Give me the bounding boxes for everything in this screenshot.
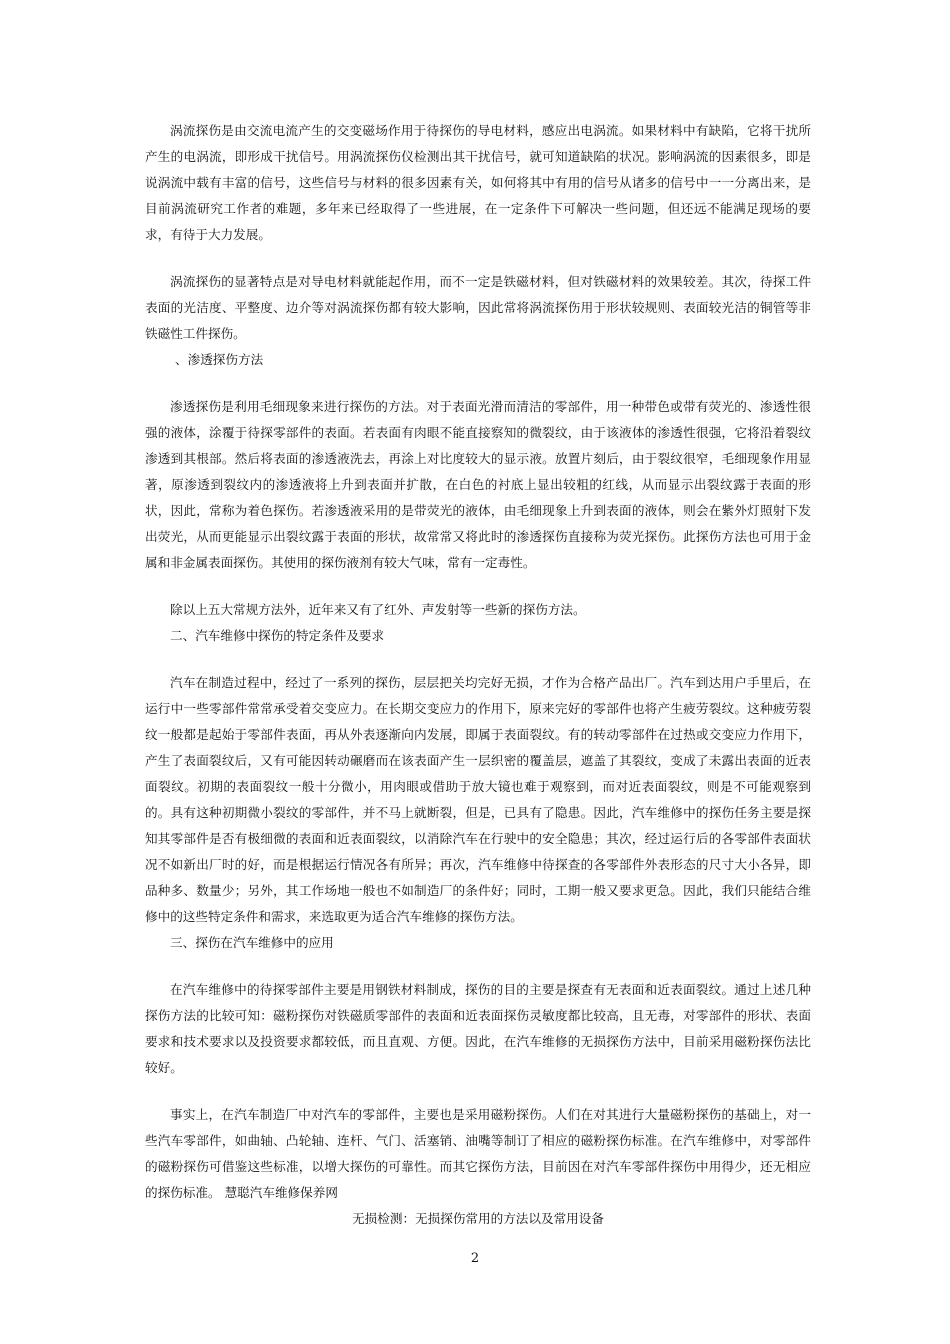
page-number: 2 xyxy=(470,1251,480,1266)
paragraph-magnetic-standards: 事实上，在汽车制造厂中对汽车的零部件，主要也是采用磁粉探伤。人们在对其进行大量磁粉探伤的基础上，对一些汽车零部件，如曲轴、凸轮轴、连杆、气门、活塞销、油嘴等制订了相应的磁粉探伤标准。在汽车维修中，对零部件的磁粉探伤可借鉴这些标准，以增大探伤的可靠性。而其它探伤方法，目前因在对汽车零部件探伤中用得少，还无相应的探伤标准。 慧聪汽车维修保养网 xyxy=(145,1107,811,1200)
section-heading-2: 二、汽车维修中探伤的特定条件及要求 xyxy=(170,628,385,643)
document-body xyxy=(145,118,811,1232)
paragraph-eddy-current-features: 涡流探伤的显著特点是对导电材料就能起作用，而不一定是铁磁材料，但对铁磁材料的效果较差。其次，待探工件表面的光洁度、平整度、边介等对涡流探伤都有较大影响，因此常将涡流探伤用于形状较规则、表面较光洁的铜管等非铁磁性工件探伤。 xyxy=(145,274,811,341)
paragraph-penetrant-method: 渗透探伤是利用毛细现象来进行探伤的方法。对于表面光滑而清洁的零部件，用一种带色或带有荧光的、渗透性很强的液体，涂覆于待探零部件的表面。若表面有肉眼不能直接察知的微裂纹，由于该液体的渗透性很强，它将沿着裂纹渗透到其根部。然后将表面的渗透液洗去，再涂上对比度较大的显示液。放置片刻后，由于裂纹很窄，毛细现象作用显著，原渗透到裂纹内的渗透液将上升到表面并扩散，在白色的衬底上显出较粗的红线，从而显示出裂纹露于表面的形状，因此，常称为着色探伤。若渗透液采用的是带荧光的液体，由毛细现象上升到表面的液体，则会在紫外灯照射下发出荧光，从而更能显示出裂纹露于表面的形状，故常常又将此时的渗透探伤直接称为荧光探伤。此探伤方法也可用于金属和非金属表面探伤。其使用的探伤液剂有较大气味，常有一定毒性。 xyxy=(145,399,811,570)
paragraph-eddy-current-principle: 涡流探伤是由交流电流产生的交变磁场作用于待探伤的导电材料，感应出电涡流。如果材料中有缺陷，它将干扰所产生的电涡流，即形成干扰信号。用涡流探伤仪检测出其干扰信号，就可知道缺陷的状况。影响涡流的因素很多，即是说涡流中载有丰富的信号，这些信号与材料的很多因素有关，如何将其中有用的信号从诸多的信号中一一分离出来，是目前涡流研究工作者的难题，多年来已经取得了一些进展，在一定条件下可解决一些问题，但还远不能满足现场的要求，有待于大力发展。 xyxy=(145,123,811,242)
paragraph-new-methods: 除以上五大常规方法外，近年来又有了红外、声发射等一些新的探伤方法。 xyxy=(170,602,586,617)
paragraph-application: 在汽车维修中的待探零部件主要是用钢铁材料制成，探伤的目的主要是探查有无表面和近表面裂纹。通过上述几种探伤方法的比较可知：磁粉探伤对铁磁质零部件的表面和近表面探伤灵敏度都比较高，且无毒，对零部件的形状、表面要求和技术要求以及投资要求都较低，而且直观、方便。因此，在汽车维修的无损探伤方法中，目前采用磁粉探伤法比较好。 xyxy=(145,982,811,1075)
paragraph-repair-conditions: 汽车在制造过程中，经过了一系列的探伤，层层把关均完好无损，才作为合格产品出厂。汽车到达用户手里后，在运行中一些零部件常常承受着交变应力。在长期交变应力的作用下，原来完好的零部件也将产生疲劳裂纹。这种疲劳裂纹一般都是起始于零部件表面，再从外表逐渐向内发展，即属于表面裂纹。有的转动零部件在过热或交变应力作用下，产生了表面裂纹后，又有可能因转动碾磨而在该表面产生一层织密的覆盖层，遮盖了其裂纹，变成了未露出表面的近表面裂纹。初期的表面裂纹一般十分微小，用肉眼或借助于放大镜也难于观察到，而对近表面裂纹，则是不可能观察到的。具有这种初期微小裂纹的零部件，并不马上就断裂，但是，已具有了隐患。因此，汽车维修中的探伤任务主要是探知其零部件是否有极细微的表面和近表面裂纹，以消除汽车在行驶中的安全隐患；其次，经过运行后的各零部件表面状况不如新出厂时的好，而是根据运行情况各有所异；再次，汽车维修中待探查的各零部件外表形态的尺寸大小各异，即品种多、数量少；另外，其工作场地一般也不如制造厂的条件好；同时，工期一般又要求更急。因此，我们只能结合维修中的这些特定条件和需求，来选取更为适合汽车维修的探伤方法。 xyxy=(145,675,811,924)
document-subtitle: 无损检测：无损探伤常用的方法以及常用设备 xyxy=(352,1211,604,1226)
section-heading-penetrant: 、渗透探伤方法 xyxy=(175,352,264,367)
section-heading-3: 三、探伤在汽车维修中的应用 xyxy=(170,935,334,950)
